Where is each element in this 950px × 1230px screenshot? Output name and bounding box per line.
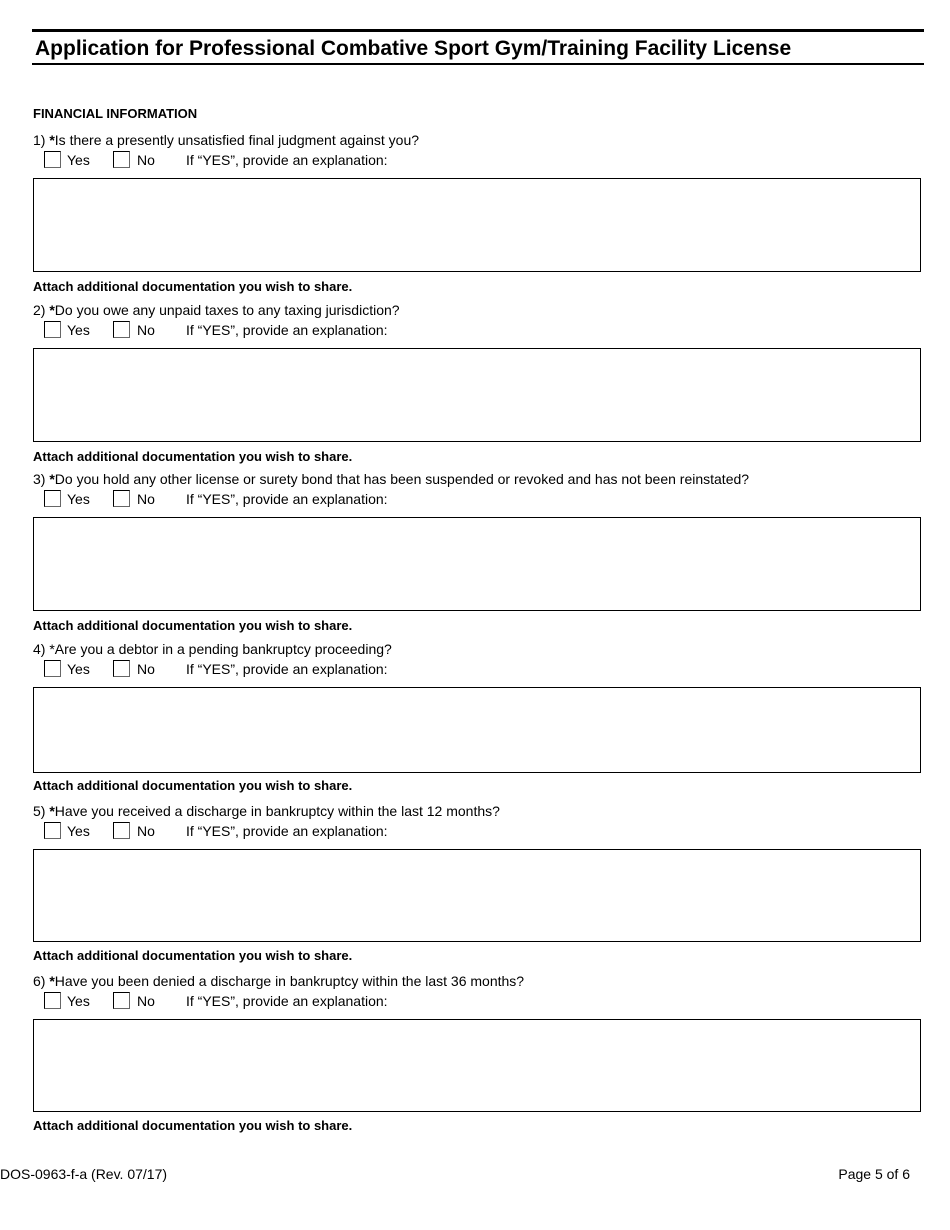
no-checkbox[interactable]	[113, 822, 130, 839]
no-checkbox[interactable]	[113, 151, 130, 168]
no-label: No	[137, 661, 155, 677]
no-checkbox[interactable]	[113, 992, 130, 1009]
yes-label: Yes	[67, 322, 90, 338]
yes-label: Yes	[67, 993, 90, 1009]
question-text: 2) *Do you owe any unpaid taxes to any taxing jurisdiction?	[33, 302, 400, 318]
question-text: 6) *Have you been denied a discharge in bankruptcy within the last 36 months?	[33, 973, 525, 989]
attach-note: Attach additional documentation you wish to share.	[33, 279, 353, 294]
explanation-field[interactable]	[33, 517, 921, 611]
yes-checkbox[interactable]	[44, 660, 61, 677]
no-label: No	[137, 993, 155, 1009]
explanation-prompt: If “YES”, provide an explanation:	[186, 322, 388, 338]
question-text: 3) *Do you hold any other license or surety bond that has been suspended or revoked and has not been reinstated?	[33, 471, 750, 487]
yes-label: Yes	[67, 661, 90, 677]
explanation-field[interactable]	[33, 178, 921, 272]
section-heading: FINANCIAL INFORMATION	[33, 106, 198, 121]
explanation-field[interactable]	[33, 1019, 921, 1112]
question-text: 1) *Is there a presently unsatisfied final judgment against you?	[33, 132, 420, 148]
no-checkbox[interactable]	[113, 490, 130, 507]
no-label: No	[137, 152, 155, 168]
question-text: 4) *Are you a debtor in a pending bankruptcy proceeding?	[33, 641, 392, 657]
page-number: Page 5 of 6	[838, 1166, 910, 1182]
yes-label: Yes	[67, 152, 90, 168]
explanation-prompt: If “YES”, provide an explanation:	[186, 993, 388, 1009]
explanation-prompt: If “YES”, provide an explanation:	[186, 661, 388, 677]
explanation-field[interactable]	[33, 687, 921, 773]
no-checkbox[interactable]	[113, 660, 130, 677]
yes-checkbox[interactable]	[44, 321, 61, 338]
question-text: 5) *Have you received a discharge in bankruptcy within the last 12 months?	[33, 803, 500, 819]
explanation-prompt: If “YES”, provide an explanation:	[186, 152, 388, 168]
yes-checkbox[interactable]	[44, 992, 61, 1009]
no-label: No	[137, 823, 155, 839]
yes-checkbox[interactable]	[44, 490, 61, 507]
yes-checkbox[interactable]	[44, 822, 61, 839]
attach-note: Attach additional documentation you wish to share.	[33, 1118, 353, 1133]
attach-note: Attach additional documentation you wish to share.	[33, 948, 353, 963]
page-title: Application for Professional Combative Sport Gym/Training Facility License	[35, 37, 792, 60]
yes-label: Yes	[67, 491, 90, 507]
no-label: No	[137, 322, 155, 338]
attach-note: Attach additional documentation you wish to share.	[33, 449, 353, 464]
explanation-field[interactable]	[33, 348, 921, 442]
attach-note: Attach additional documentation you wish to share.	[33, 778, 353, 793]
yes-label: Yes	[67, 823, 90, 839]
no-label: No	[137, 491, 155, 507]
title-bar	[32, 29, 924, 65]
form-id: DOS-0963-f-a (Rev. 07/17)	[0, 1166, 168, 1182]
attach-note: Attach additional documentation you wish to share.	[33, 618, 353, 633]
yes-checkbox[interactable]	[44, 151, 61, 168]
explanation-prompt: If “YES”, provide an explanation:	[186, 823, 388, 839]
explanation-field[interactable]	[33, 849, 921, 942]
no-checkbox[interactable]	[113, 321, 130, 338]
explanation-prompt: If “YES”, provide an explanation:	[186, 491, 388, 507]
